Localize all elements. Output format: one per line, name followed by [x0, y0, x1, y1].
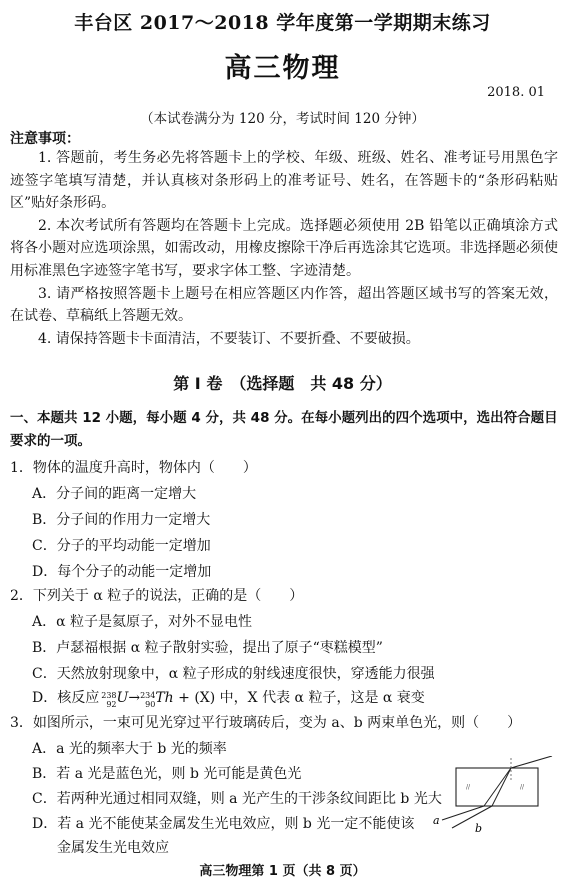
glass-hatch-mark: // [466, 784, 471, 791]
notes-list [10, 147, 558, 350]
question-3-option-b: B．若 a 光是蓝色光，则 b 光可能是黄色光 [32, 766, 302, 782]
exam-date: 2018. 01 [487, 85, 545, 100]
section-heading: 第 Ⅰ 卷 （选择题 共 48 分） [173, 374, 392, 393]
option-d-suffix: + (X) 中，X 代表 α 粒子，这是 α 衰变 [173, 690, 425, 706]
uranium-charge-number: 92 [106, 700, 117, 709]
glass-hatch-mark: // [520, 784, 525, 791]
uranium-mass-number: 238 [101, 691, 117, 700]
exam-info: （本试卷满分为 120 分，考试时间 120 分钟） [140, 111, 425, 127]
question-3-option-a: A．a 光的频率大于 b 光的频率 [32, 741, 227, 757]
question-1-option-a: A．分子间的距离一定增大 [32, 486, 197, 502]
ray-label-a: a [433, 814, 440, 827]
question-1-option-d: D．每个分子的动能一定增加 [32, 564, 212, 580]
exam-title: 高三物理 [224, 53, 341, 84]
page-footer: 高三物理第 1 页（共 8 页） [199, 864, 366, 879]
question-2-option-a: A．α 粒子是氦原子，对外不显电性 [32, 614, 253, 630]
incident-ray [511, 756, 552, 768]
thorium-mass-number: 234 [140, 691, 156, 700]
question-2-option-b: B．卢瑟福根据 α 粒子散射实验，提出了原子“枣糕模型” [32, 640, 383, 656]
refracted-ray-a [484, 768, 511, 806]
glass-block-figure [424, 756, 554, 834]
notes-title: 注意事项： [10, 131, 80, 147]
question-2-stem: 2．下列关于 α 粒子的说法，正确的是（ ） [10, 588, 304, 604]
option-d-prefix: D．核反应 [32, 690, 100, 706]
question-1-option-b: B．分子间的作用力一定增大 [32, 512, 211, 528]
question-3-option-d-continued: 金属发生光电效应 [57, 840, 169, 856]
question-3-option-c: C．若两种光通过相同双缝，则 a 光产生的干涉条纹间距比 b 光大 [32, 791, 442, 807]
outgoing-ray-b [452, 806, 492, 828]
question-3-option-d: D．若 a 光不能使某金属发生光电效应，则 b 光一定不能使该 [32, 816, 415, 832]
refracted-ray-b [492, 768, 511, 806]
note-item: 3. 请严格按照答题卡上题号在相应答题区内作答，超出答题区域书写的答案无效，在试卷、草稿纸上答题无效。 [10, 285, 558, 325]
uranium-symbol: U [116, 690, 129, 706]
note-item: 1. 答题前，考生务必先将答题卡上的学校、年级、班级、姓名、准考证号用黑色字迹签字笔填写清楚，并认真核对条形码上的准考证号、姓名，在答题卡的“条形码粘贴区”贴好条形码。 [10, 150, 558, 212]
question-2-option-c: C．天然放射现象中，α 粒子形成的射线速度很快，穿透能力很强 [32, 666, 435, 682]
question-1-option-c: C．分子的平均动能一定增加 [32, 538, 211, 554]
section-instruction: 一、本题共 12 小题，每小题 4 分，共 48 分。在每小题列出的四个选项中，选出符合题目要求的一项。 [10, 410, 558, 449]
exam-header: 丰台区 2017～2018 学年度第一学期期末练习 [74, 12, 491, 34]
outgoing-ray-a [442, 806, 484, 820]
question-2-option-d [32, 688, 425, 709]
thorium-charge-number: 90 [145, 700, 156, 709]
question-3-stem: 3．如图所示，一束可见光穿过平行玻璃砖后，变为 a、b 两束单色光，则（ ） [10, 715, 522, 731]
question-1-stem: 1．物体的温度升高时，物体内（ ） [10, 460, 257, 476]
reaction-arrow: → [128, 690, 141, 706]
ray-label-b: b [475, 822, 483, 834]
note-item: 4. 请保持答题卡卡面清洁，不要装订、不要折叠、不要破损。 [38, 330, 420, 347]
thorium-symbol: Th [155, 690, 174, 706]
note-item: 2. 本次考试所有答题均在答题卡上完成。选择题必须使用 2B 铅笔以正确填涂方式将各小题对应选项涂黑，如需改动，用橡皮擦除干净后再选涂其它选项。非选择题必须使用标准黑色字迹签字笔书写，要求字体工整、字迹清楚。 [10, 217, 558, 279]
